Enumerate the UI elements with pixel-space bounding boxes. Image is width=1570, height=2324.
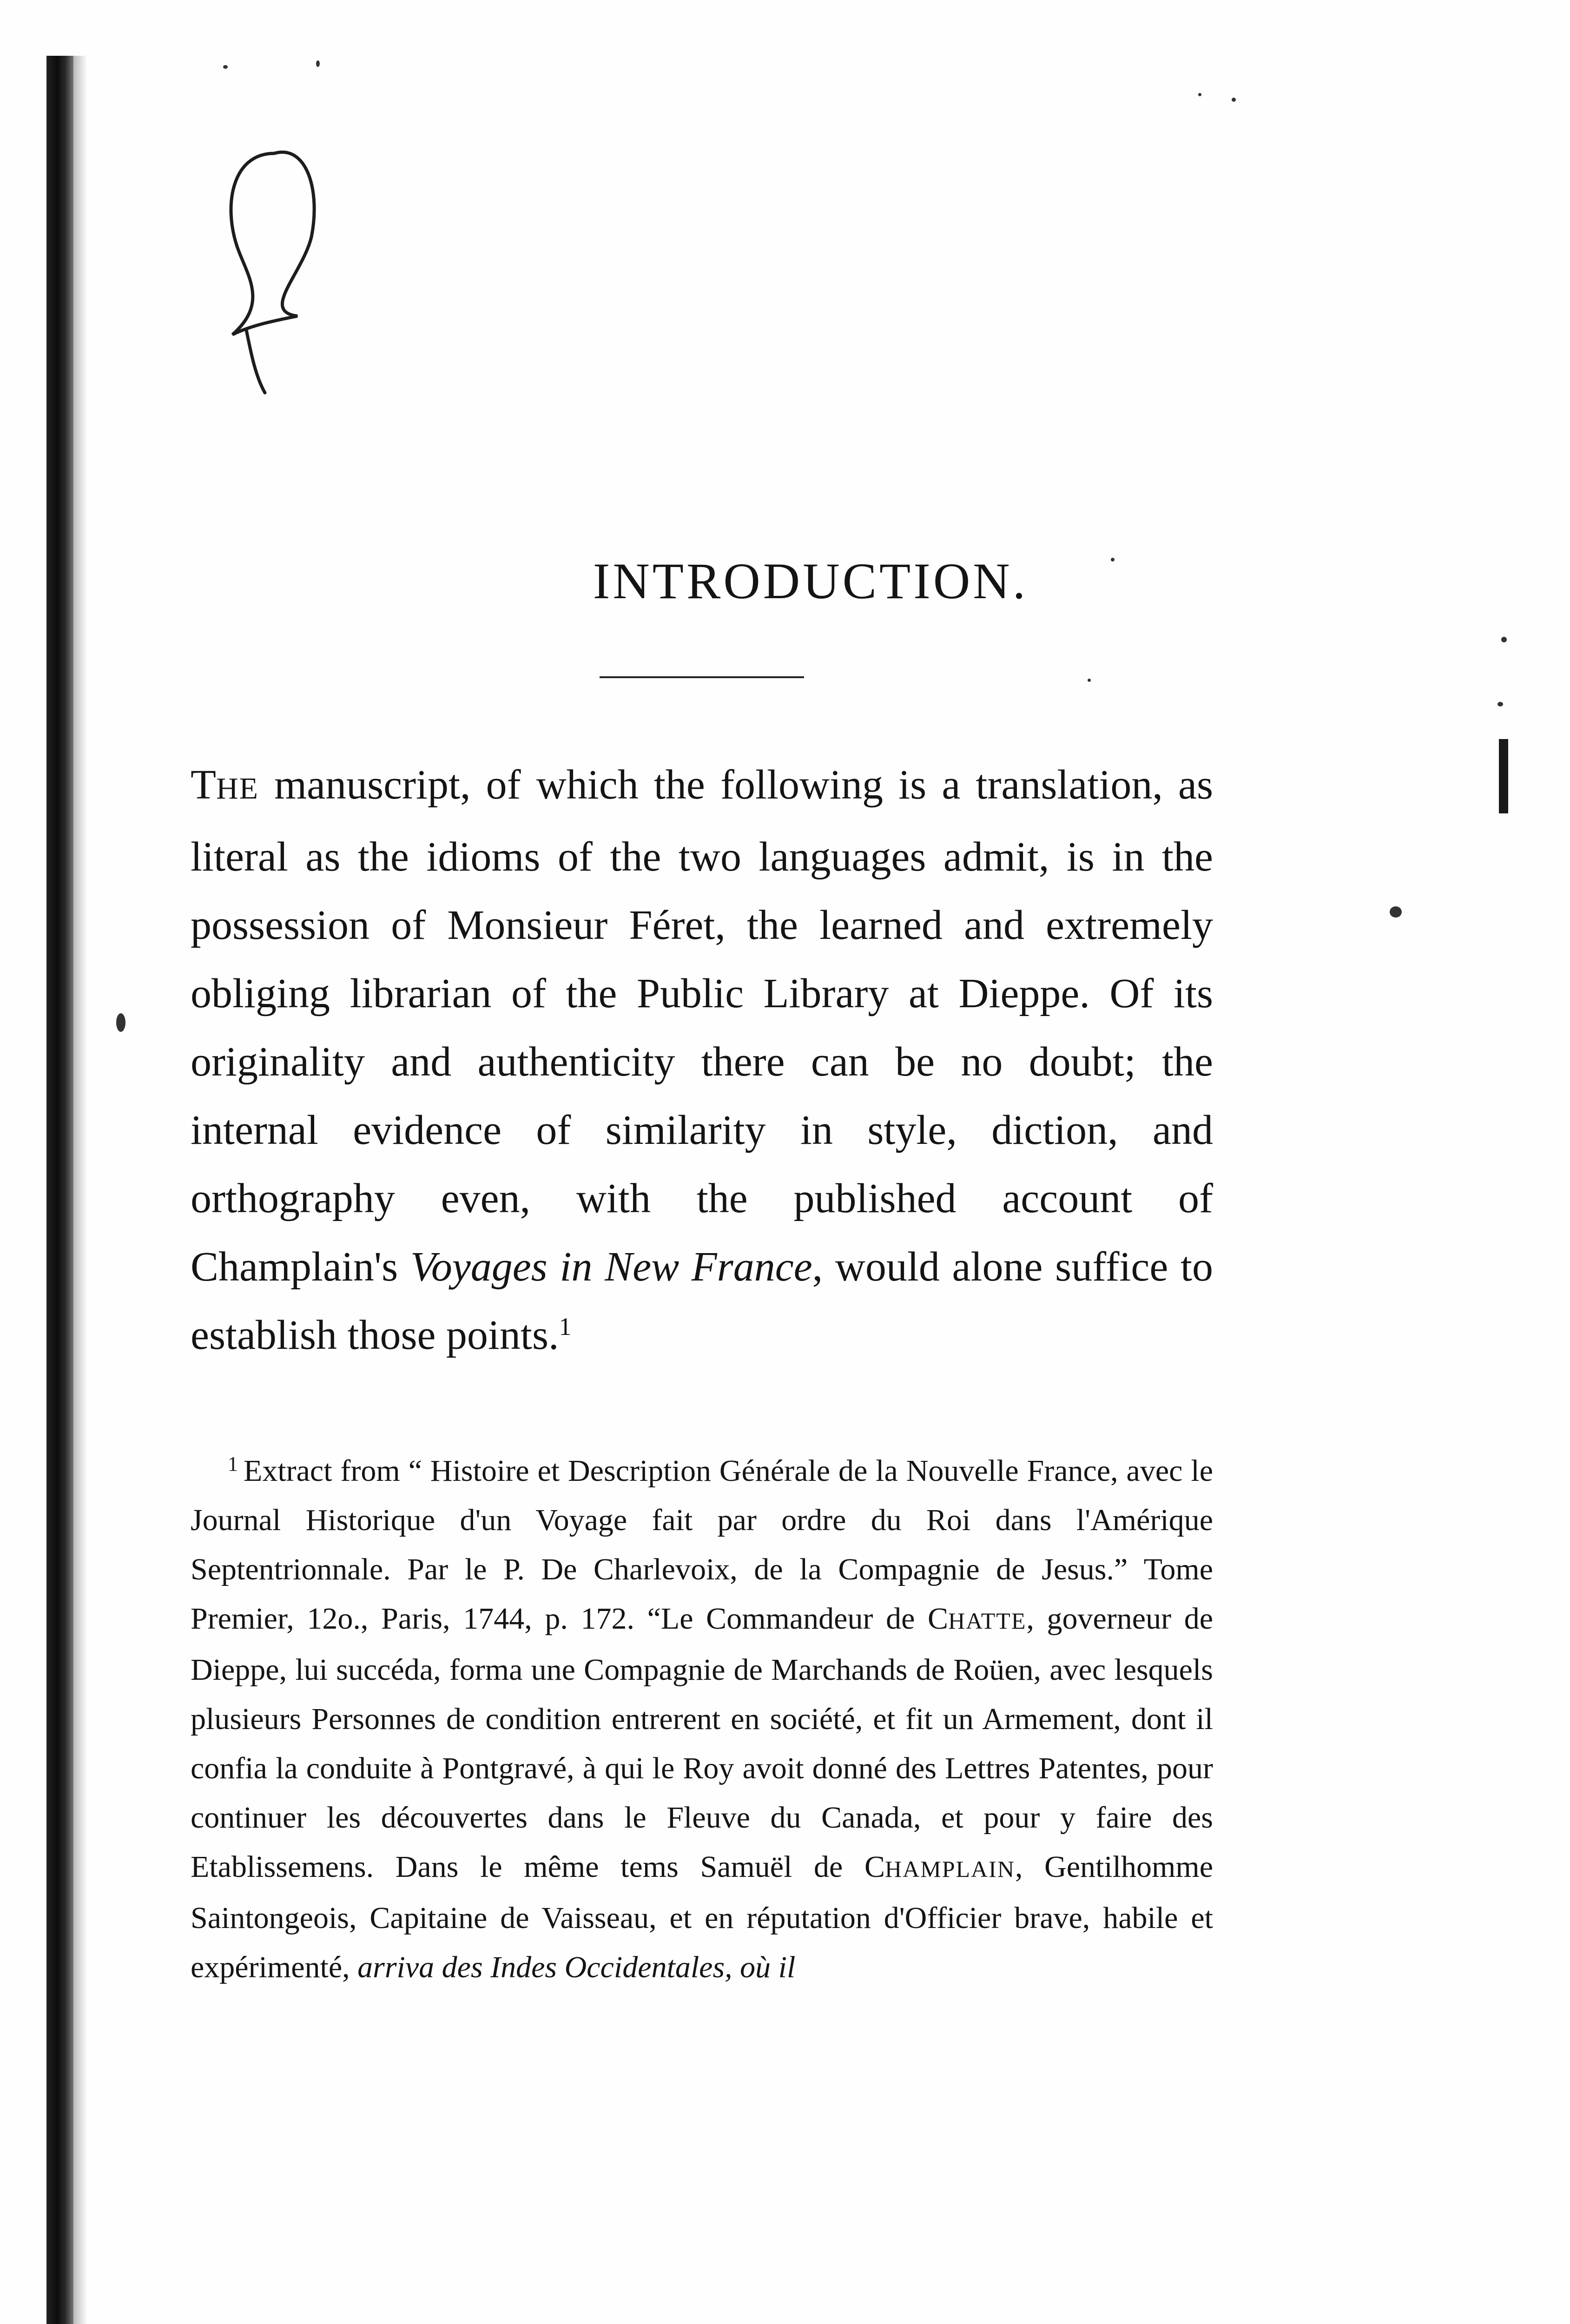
- speck: [1501, 637, 1507, 642]
- speck: [316, 60, 320, 67]
- body-paragraph: [191, 751, 1213, 1369]
- binding-edge: [46, 56, 73, 2324]
- name-small-caps: HATTE: [948, 1608, 1027, 1634]
- name-initial: C: [864, 1850, 885, 1884]
- footnote-reference: 1: [559, 1313, 572, 1340]
- title-rule: [600, 676, 804, 678]
- speck: [223, 65, 228, 69]
- lead-small-caps: HE: [216, 772, 259, 805]
- speck: [1390, 906, 1402, 918]
- footnote-text-2: , governeur de Dieppe, lui succéda, forma une Compagnie de Marchands de Roüen, avec lesquels plusieurs Personnes de condition entrerent en société, et fit un Armement, dont il confia la conduite à Pontgravé, à qui le Roy avoit donné des Lettres Patentes, pour continuer les découvertes dans le Fleuve du Canada, et pour y faire des Etablissemens. Dans le même tems Samuël de: [191, 1602, 1213, 1884]
- margin-mark: [1499, 739, 1508, 813]
- footnote-italic: arriva des Indes Occidentales, où il: [357, 1950, 796, 1984]
- speck: [116, 1013, 125, 1032]
- name-small-caps: HAMPLAIN: [885, 1856, 1015, 1882]
- speck: [1497, 702, 1503, 706]
- lead-initial: T: [191, 762, 216, 808]
- book-title: Voyages in New France: [410, 1244, 812, 1290]
- footnote-number: 1: [228, 1452, 238, 1475]
- binding-shadow: [73, 56, 87, 2324]
- name-initial: C: [928, 1602, 949, 1636]
- paragraph-text-1: manuscript, of which the following is a translation, as literal as the idioms of the two languages admit, is in the possession of Monsieur Féret, the learned and extremely obliging librarian of the Public Library at Dieppe. Of its originality and authenticity there can be no doubt; the internal evidence of similarity in style, diction, and orthography even, with the published account of Champlain's: [191, 762, 1213, 1290]
- speck: [1088, 679, 1091, 682]
- footnote-text-1: Extract from “ Histoire et Description Générale de la Nouvelle France, avec le Journal Historique d'un Voyage fait par ordre du Roi dans l'Amérique Septentrionnale. Par le P. De Charlevoix, de la Compagnie de Jesus.” Tome Premier, 12o., Paris, 1744, p. 172. “Le Commandeur de: [191, 1454, 1213, 1636]
- paragraph-text-2: , would alone suffice to establish those points.: [191, 1244, 1213, 1358]
- speck: [1198, 93, 1201, 96]
- footnote: [191, 1446, 1213, 1992]
- footnote-text-3: , Gentilhomme Saintongeois, Capitaine de Vaisseau, et en réputation d'Officier brave, habile et expérimenté,: [191, 1850, 1214, 1984]
- speck: [1232, 98, 1236, 102]
- pencil-annotation-icon: [204, 135, 339, 395]
- page-title: INTRODUCTION.: [593, 553, 1029, 609]
